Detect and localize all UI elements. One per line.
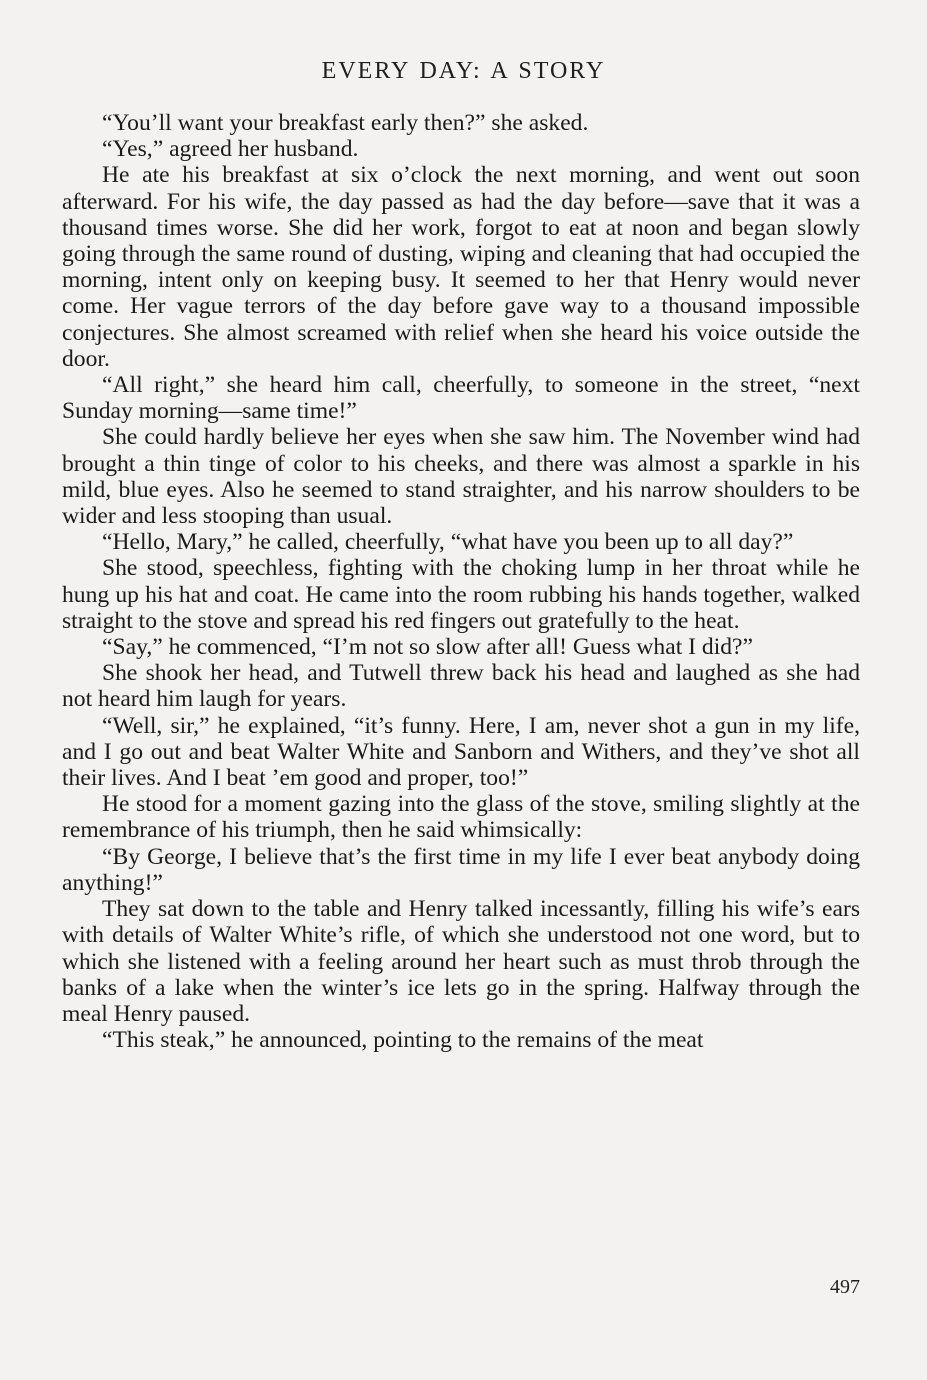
paragraph: She stood, speechless, fighting with the choking lump in her throat while he hung up his hat and coat. He came into the room rubbing his hands together, walked straight to the stove and spread his red fingers out gratefully to the heat.: [62, 555, 860, 634]
paragraph: They sat down to the table and Henry talked incessantly, filling his wife’s ears with details of Walter White’s rifle, of which she understood not one word, but to which she listened with a feeling around her heart such as must throb through the banks of a lake when the winter’s ice lets go in the spring. Halfway through the meal Henry paused.: [62, 896, 860, 1027]
paragraph: “Say,” he commenced, “I’m not so slow after all! Guess what I did?”: [102, 634, 754, 661]
paragraph: He ate his breakfast at six o’clock the next morning, and went out soon afterward. For his wife, the day passed as had the day before—save that it was a thousand times worse. She did her work, forgot to eat at noon and began slowly going through the same round of dusting, wiping and cleaning that had occupied the morning, intent only on keeping busy. It seemed to her that Henry would never come. Her vague terrors of the day before gave way to a thousand impossible conjectures. She almost screamed with relief when she heard his voice outside the door.: [62, 162, 860, 372]
page-number: 497: [830, 1276, 860, 1298]
running-head: EVERY DAY: A STORY: [321, 58, 606, 84]
paragraph: He stood for a moment gazing into the glass of the stove, smiling slightly at the remembrance of his triumph, then he said whimsically:: [62, 791, 860, 844]
paragraph: “Yes,” agreed her husband.: [102, 136, 359, 163]
paragraph: She shook her head, and Tutwell threw back his head and laughed as she had not heard him laugh for years.: [62, 660, 860, 713]
paragraph: “All right,” she heard him call, cheerfully, to someone in the street, “next Sunday morning—same time!”: [62, 372, 860, 425]
paragraph: “You’ll want your breakfast early then?” she asked.: [102, 110, 589, 136]
paragraph: “Hello, Mary,” he called, cheerfully, “what have you been up to all day?”: [102, 529, 794, 556]
body-text: [62, 110, 860, 1053]
paragraph: “Well, sir,” he explained, “it’s funny. Here, I am, never shot a gun in my life, and I go out and beat Walter White and Sanborn and Withers, and they’ve shot all their lives. And I beat ’em good and proper, too!”: [62, 712, 860, 792]
paragraph: “By George, I believe that’s the first time in my life I ever beat anybody doing anything!”: [62, 843, 860, 896]
paragraph: “This steak,” he announced, pointing to the remains of the meat: [102, 1027, 704, 1054]
paragraph: She could hardly believe her eyes when she saw him. The November wind had brought a thin tinge of color to his cheeks, and there was almost a sparkle in his mild, blue eyes. Also he seemed to stand straighter, and his narrow shoulders to be wider and less stooping than usual.: [62, 424, 860, 530]
